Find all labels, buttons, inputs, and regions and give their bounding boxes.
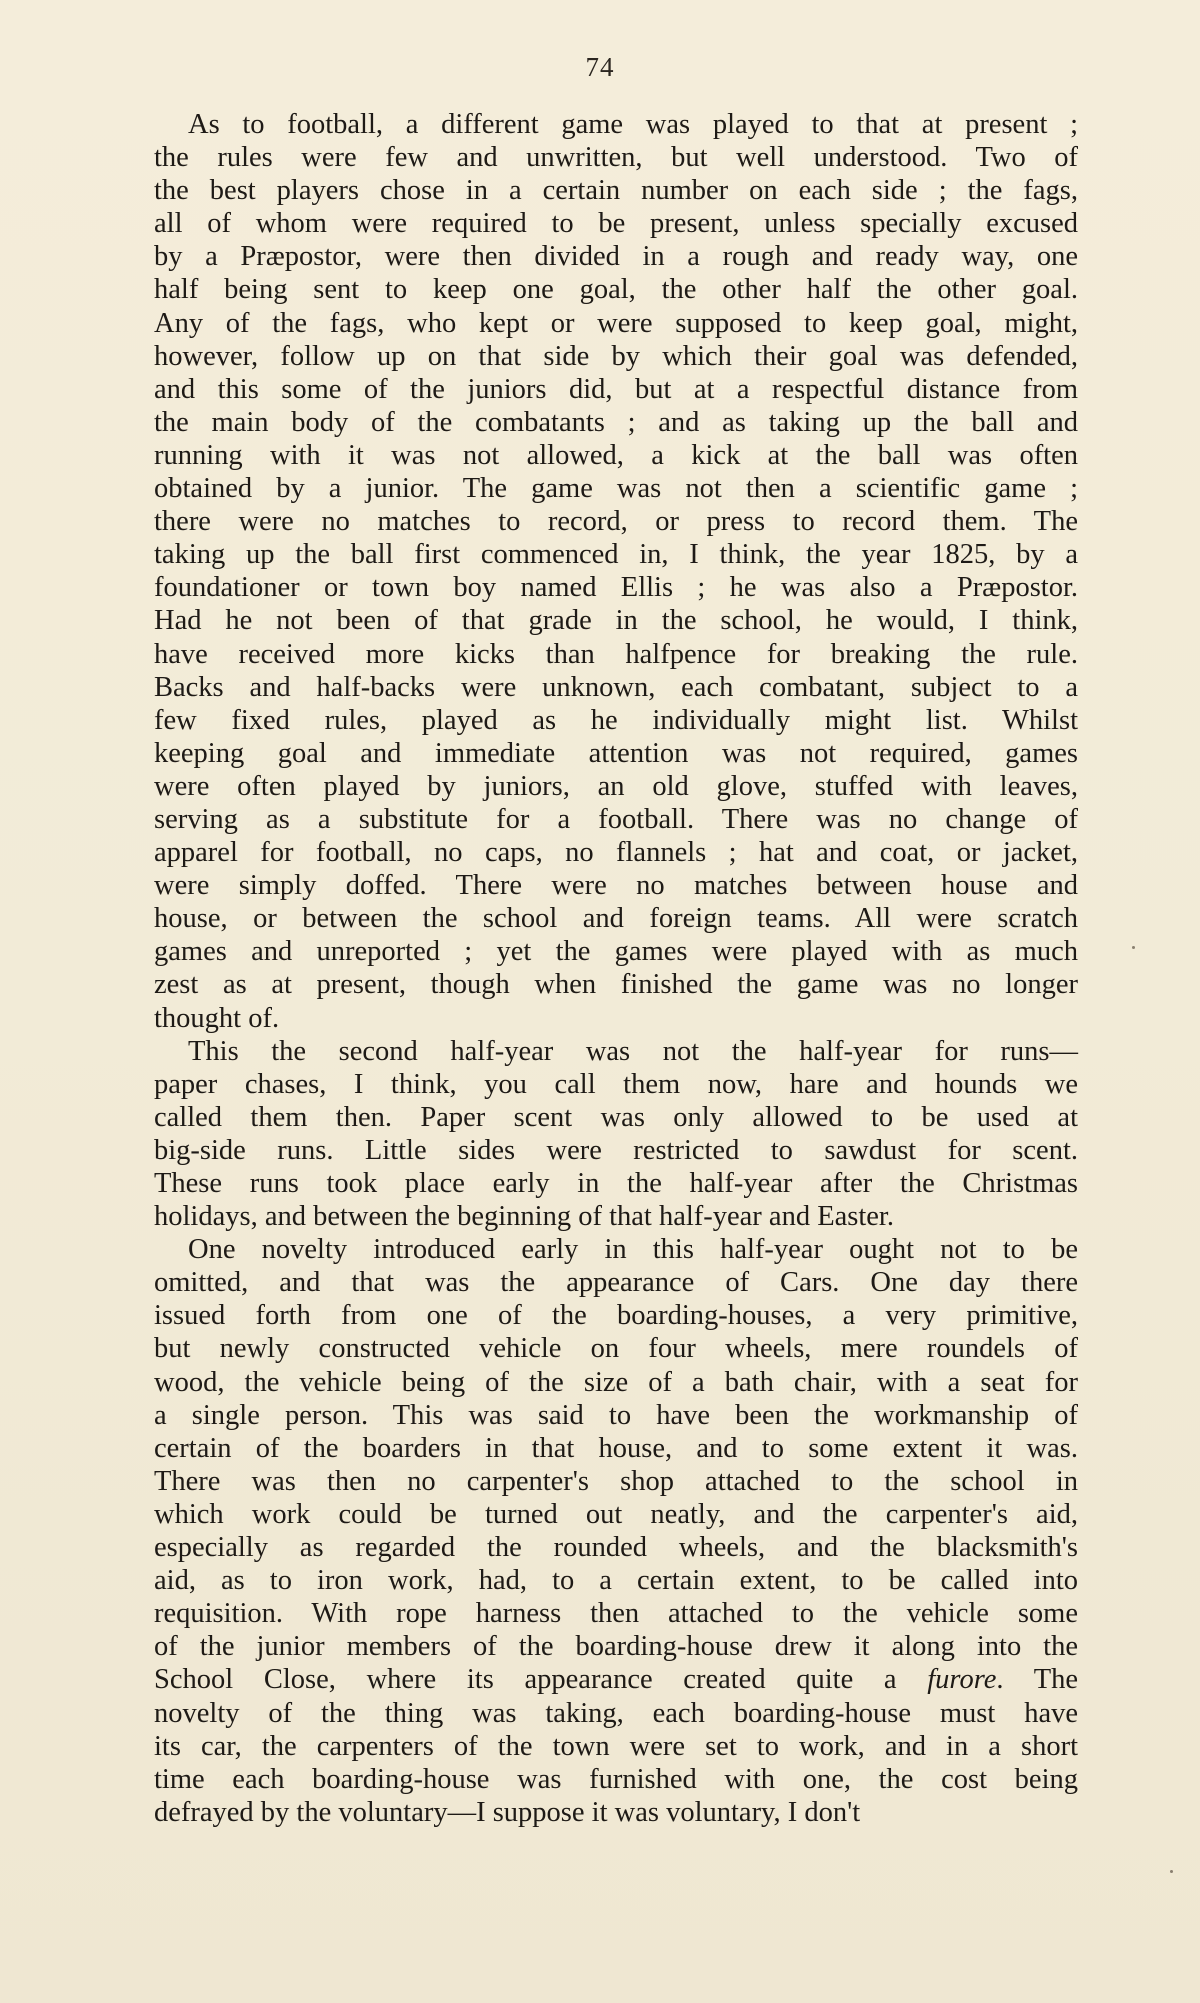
text-line: requisition. With rope harness then attached to the vehicle some — [154, 1598, 1078, 1630]
text-line: were simply doffed. There were no matches between house and — [154, 870, 1078, 902]
text-line: there were no matches to record, or press to record them. The — [154, 506, 1078, 538]
page-number: 74 — [585, 52, 615, 82]
text-line: however, follow up on that side by which their goal was defended, — [154, 340, 1078, 372]
paper-speck — [1170, 1870, 1173, 1873]
text-line: omitted, and that was the appearance of Cars. One day there — [154, 1267, 1078, 1299]
text-line: called them then. Paper scent was only allowed to be used at — [154, 1101, 1078, 1133]
text-line: There was then no carpenter's shop attached to the school in — [154, 1465, 1078, 1497]
text-line: running with it was not allowed, a kick at the ball was often — [154, 439, 1078, 471]
text-line: which work could be turned out neatly, and the carpenter's aid, — [154, 1498, 1078, 1530]
text-line: especially as regarded the rounded wheels, and the blacksmith's — [154, 1532, 1078, 1564]
text-line: of the junior members of the boarding-house drew it along into the — [154, 1631, 1078, 1663]
text-line: zest as at present, though when finished the game was no longer — [154, 969, 1078, 1001]
text-line: One novelty introduced early in this half-year ought not to be — [188, 1234, 1078, 1266]
text-line: Backs and half-backs were unknown, each combatant, subject to a — [154, 671, 1078, 703]
text-line: the best players chose in a certain number on each side ; the fags, — [154, 175, 1078, 207]
paper-speck — [1132, 946, 1135, 949]
text-line: taking up the ball first commenced in, I think, the year 1825, by a — [154, 539, 1078, 571]
text-line: paper chases, I think, you call them now, hare and hounds we — [154, 1068, 1078, 1100]
text-line: games and unreported ; yet the games were played with as much — [154, 936, 1078, 968]
text-line: apparel for football, no caps, no flannels ; hat and coat, or jacket, — [154, 837, 1078, 869]
body-text — [154, 108, 1078, 1829]
text-line: As to football, a different game was played to that at present ; — [188, 109, 1078, 140]
paragraph-runs — [154, 1035, 1078, 1234]
paragraph-cars — [154, 1233, 1078, 1829]
text-line: big-side runs. Little sides were restricted to sawdust for scent. — [154, 1134, 1078, 1166]
text-line: wood, the vehicle being of the size of a bath chair, with a seat for — [154, 1366, 1078, 1398]
text-line: all of whom were required to be present, unless specially excused — [154, 208, 1078, 240]
text-line: a single person. This was said to have been the workmanship of — [154, 1399, 1078, 1431]
text-line: time each boarding-house was furnished with one, the cost being — [154, 1763, 1078, 1795]
text-line: keeping goal and immediate attention was not required, games — [154, 737, 1078, 769]
text-line: foundationer or town boy named Ellis ; he was also a Præpostor. — [154, 572, 1078, 604]
text-line: but newly constructed vehicle on four wheels, mere roundels of — [154, 1333, 1078, 1365]
text-line: few fixed rules, played as he individually might list. Whilst — [154, 704, 1078, 736]
text-line: its car, the carpenters of the town were set to work, and in a short — [154, 1730, 1078, 1762]
text-line: were often played by juniors, an old glove, stuffed with leaves, — [154, 770, 1078, 802]
text-line: the main body of the combatants ; and as taking up the ball and — [154, 406, 1078, 438]
text-line: by a Præpostor, were then divided in a rough and ready way, one — [154, 241, 1078, 273]
text-line: holidays, and between the beginning of that half-year and Easter. — [154, 1201, 894, 1233]
text-line: aid, as to iron work, had, to a certain extent, to be called into — [154, 1565, 1078, 1597]
text-line: issued forth from one of the boarding-houses, a very primitive, — [154, 1300, 1078, 1332]
text-line: serving as a substitute for a football. There was no change of — [154, 803, 1078, 835]
text-line: and this some of the juniors did, but at a respectful distance from — [154, 373, 1078, 405]
text-line: certain of the boarders in that house, and to some extent it was. — [154, 1432, 1078, 1464]
text-line: thought of. — [154, 1002, 280, 1034]
italic-word: furore — [927, 1664, 997, 1696]
text-line: the rules were few and unwritten, but well understood. Two of — [154, 142, 1078, 174]
line-tail: . The — [996, 1664, 1079, 1696]
text-line: Any of the fags, who kept or were supposed to keep goal, might, — [154, 307, 1078, 339]
text-line: This the second half-year was not the half-year for runs— — [188, 1035, 1078, 1067]
text-line: School Close, where its appearance created quite a furore. The — [154, 1664, 1079, 1696]
text-line: Had he not been of that grade in the school, he would, I think, — [154, 605, 1078, 637]
text-line: defrayed by the voluntary—I suppose it was voluntary, I don't — [154, 1796, 861, 1828]
paragraph-football — [154, 108, 1078, 1035]
text-line: obtained by a junior. The game was not then a scientific game ; — [154, 473, 1078, 505]
text-line: novelty of the thing was taking, each boarding-house must have — [154, 1697, 1078, 1729]
text-line: half being sent to keep one goal, the other half the other goal. — [154, 274, 1078, 306]
text-line: house, or between the school and foreign teams. All were scratch — [154, 903, 1078, 935]
text-line: These runs took place early in the half-year after the Christmas — [154, 1168, 1078, 1199]
text-line: have received more kicks than halfpence for breaking the rule. — [154, 638, 1078, 670]
